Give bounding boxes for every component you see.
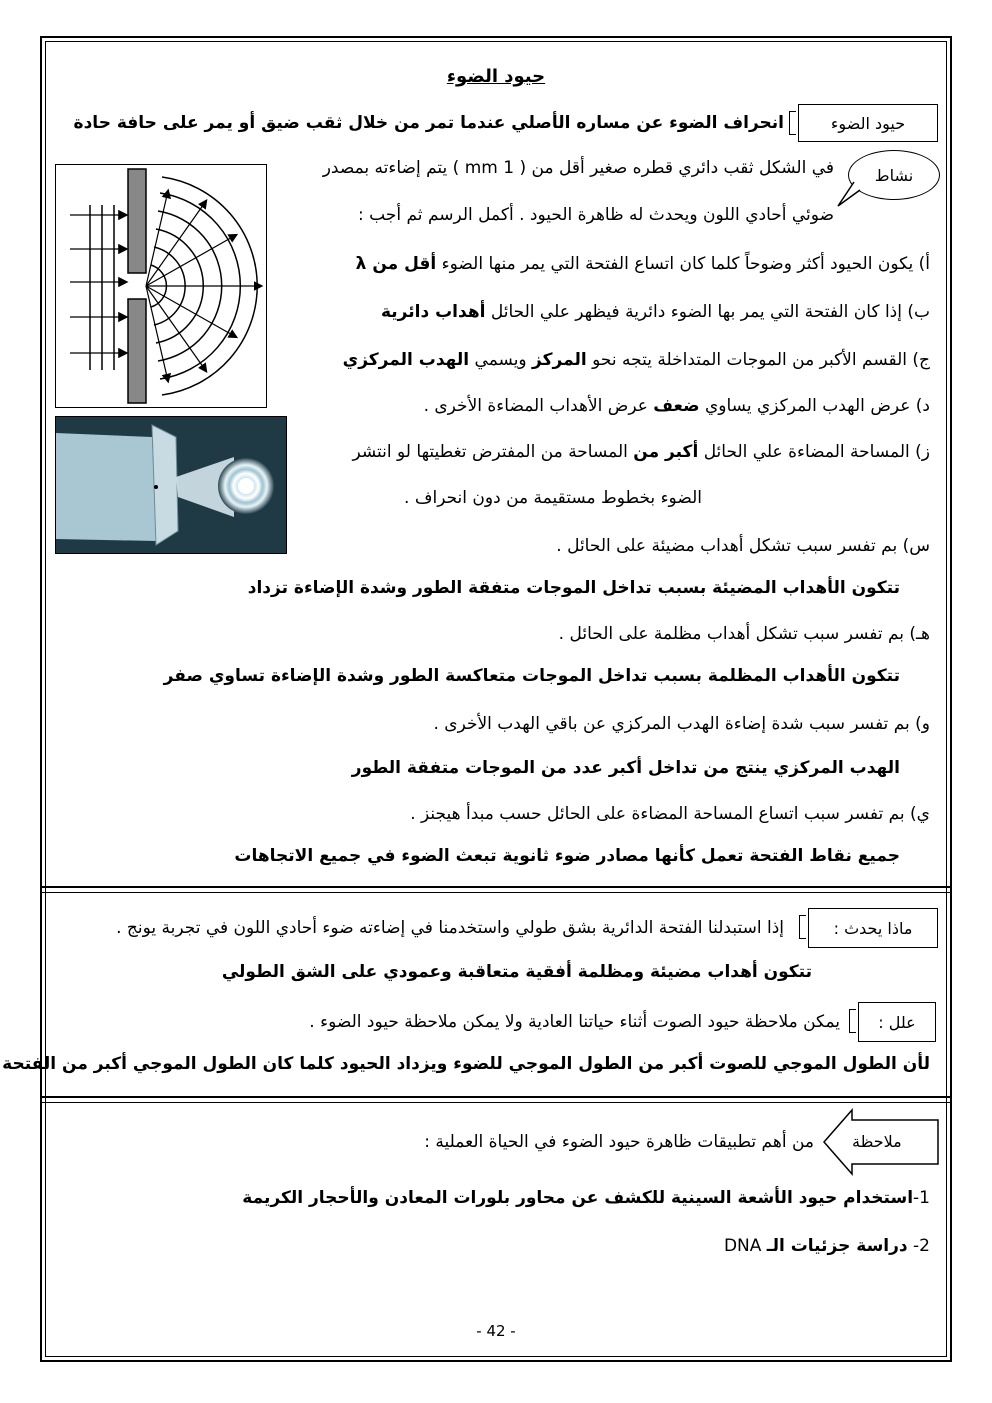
answer-2: تتكون الأهداب المظلمة بسبب تداخل الموجات متعاكسة الطور وشدة الإضاءة تساوي صفر — [163, 666, 900, 686]
what-happens-tag: ماذا يحدث : — [808, 908, 938, 948]
activity-item-z: ز) المساحة المضاءة علي الحائل أكبر من المساحة من المفترض تغطيتها لو انتشر — [352, 442, 930, 462]
answer-4: جميع نقاط الفتحة تعمل كأنها مصادر ضوء ثانوية تبعث الضوء في جميع الاتجاهات — [234, 846, 900, 866]
section-divider — [42, 1102, 950, 1103]
what-happens-question: إذا استبدلنا الفتحة الدائرية بشق طولي واستخدمنا في إضاءته ضوء أحادي اللون في تجربة يونج . — [116, 918, 784, 938]
activity-line-1: في الشكل ثقب دائري قطره صغير أقل من ( 1 mm ) يتم إضاءته بمصدر — [322, 158, 834, 178]
explain-answer: لأن الطول الموجي للصوت أكبر من الطول الموجي للضوء ويزداد الحيود كلما كان الطول الموجي أكبر من الفتحة — [2, 1054, 930, 1074]
activity-item-a: أ) يكون الحيود أكثر وضوحاً كلما كان اتساع الفتحة التي يمر منها الضوء أقل من λ — [355, 254, 930, 274]
diffraction-photo — [55, 416, 287, 554]
question-4: ي) بم تفسر سبب اتساع المساحة المضاءة على الحائل حسب مبدأ هيجنز . — [410, 804, 930, 824]
diffraction-diagram — [55, 164, 267, 408]
activity-bubble: نشاط — [848, 150, 940, 200]
question-3: و) بم تفسر سبب شدة إضاءة الهدب المركزي عن باقي الهدب الأخرى . — [433, 714, 930, 734]
activity-item-b: ب) إذا كان الفتحة التي يمر بها الضوء دائرية فيظهر علي الحائل أهداب دائرية — [380, 302, 930, 322]
section-divider — [42, 886, 950, 888]
page-title: حيود الضوء — [446, 66, 546, 87]
note-tag: ملاحظة — [852, 1132, 902, 1151]
what-happens-answer: تتكون أهداب مضيئة ومظلمة أفقية متعاقبة وعمودي على الشق الطولي — [221, 962, 812, 982]
bubble-tail — [834, 180, 864, 210]
note-intro: من أهم تطبيقات ظاهرة حيود الضوء في الحياة العملية : — [424, 1132, 814, 1152]
definition-tag: حيود الضوء — [798, 104, 938, 142]
activity-item-d: د) عرض الهدب المركزي يساوي ضعف عرض الأهداب المضاءة الأخرى . — [423, 396, 930, 416]
activity-item-c: ج) القسم الأكبر من الموجات المتداخلة يتجه نحو المركز ويسمي الهدب المركزي — [342, 350, 930, 370]
explain-tag: علل : — [858, 1002, 936, 1042]
note-item-2: 2- دراسة جزئيات الـ DNA — [723, 1236, 930, 1256]
question-1: س) بم تفسر سبب تشكل أهداب مضيئة على الحائل . — [556, 536, 930, 556]
activity-line-2: ضوئي أحادي اللون ويحدث له ظاهرة الحيود . أكمل الرسم ثم أجب : — [358, 205, 834, 225]
page-number: - 42 - — [476, 1322, 516, 1340]
section-divider — [42, 1096, 950, 1098]
explain-question: يمكن ملاحظة حيود الصوت أثناء حياتنا العادية ولا يمكن ملاحظة حيود الضوء . — [309, 1012, 840, 1032]
definition-text: انحراف الضوء عن مساره الأصلي عندما تمر من خلال ثقب ضيق أو يمر على حافة حادة — [73, 113, 784, 133]
answer-1: تتكون الأهداب المضيئة بسبب تداخل الموجات متفقة الطور وشدة الإضاءة تزداد — [247, 578, 900, 598]
answer-3: الهدب المركزي ينتج من تداخل أكبر عدد من الموجات متفقة الطور — [351, 758, 900, 778]
activity-item-z-cont: الضوء بخطوط مستقيمة من دون انحراف . — [404, 488, 702, 508]
section-divider — [42, 892, 950, 893]
note-item-1: 1-استخدام حيود الأشعة السينية للكشف عن محاور بلورات المعادن والأحجار الكريمة — [242, 1188, 930, 1208]
question-2: هـ) بم تفسر سبب تشكل أهداب مظلمة على الحائل . — [558, 624, 930, 644]
